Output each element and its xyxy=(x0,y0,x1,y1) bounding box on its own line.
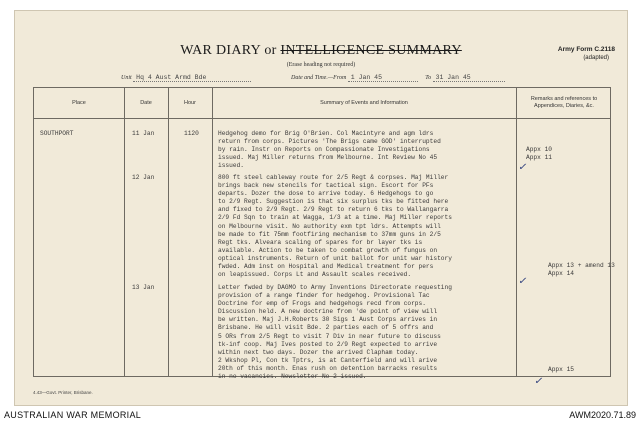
date-from: 1 Jan 45 xyxy=(348,74,418,82)
diary-table xyxy=(33,87,615,387)
handwritten-tick-icon: ✓ xyxy=(518,162,527,173)
unit-label: Unit xyxy=(121,75,132,81)
date-to: 31 Jan 45 xyxy=(433,74,505,82)
entry-text: Hedgehog demo for Brig O'Brien. Col Macintyre and agm ldrs return from corps. Pictures 'The Brigs came GOD' interrupted by rain. Instr on Reports on Compassionate Investigations issued. Maj Miller returns from Melbourne. Int Review No 45 issued. xyxy=(218,130,441,170)
col-date: Date xyxy=(140,99,152,106)
heading-note: (Erase heading not required) xyxy=(286,62,356,68)
col-summary: Summary of Events and Information xyxy=(320,99,408,106)
date-label: Date and Time.—From xyxy=(291,75,347,81)
entry-date: 11 Jan xyxy=(132,130,155,137)
entry-hour: 1120 xyxy=(184,130,199,137)
entry-place: SOUTHPORT xyxy=(40,130,74,137)
entry-text: Letter fwded by DAGMO to Army Inventions Directorate requesting provision of a range finder for hedgehog. Provisional Tac Doctrine for emp of Frogs and hedgehogs recd from corps. Discussion held. A new doctrine from 'de point of view will be written. Maj J.H.Roberts 30 Sigs 1 Aust Corps arrives in Brisbane. He will visit Bde. 2 parties each of 5 offrs and 5 ORs from 2/5 Regt to visit 7 Div in near future to discuss tk-inf coop. Maj Ives posted to 2/9 Regt expected to arrive within next two days. Dozer the arrived Clapham today. 2 Wkshop Pl, Con tk Tptrs, is at Canterfield and will arive 20th of this month. Enas rush on detention barracks results in no vacancies. Newsletter No 2 issued. xyxy=(218,284,452,381)
col-remarks: Remarks and references to Appendices, Diaries, &c. xyxy=(530,96,598,109)
col-place: Place xyxy=(72,99,86,106)
date-field xyxy=(291,74,505,82)
printer-imprint: 4.43—Govt. Printer, Brisbane. xyxy=(33,390,93,395)
col-hour: Hour xyxy=(184,99,196,106)
title-strike: INTELLIGENCE SUMMARY xyxy=(280,43,462,58)
archive-accession-number: AWM2020.71.89 xyxy=(569,410,636,420)
army-form-id xyxy=(558,45,615,63)
handwritten-tick-icon: ✓ xyxy=(518,276,527,287)
title-left: WAR DIARY or xyxy=(180,43,277,58)
entry-remarks: Appx 15 xyxy=(548,366,574,373)
entry-date: 13 Jan xyxy=(132,284,155,291)
unit-value: Hq 4 Aust Armd Bde xyxy=(133,74,251,82)
date-to-label: To xyxy=(425,75,432,81)
army-form-adapted: (adapted) xyxy=(583,55,609,61)
entry-remarks: Appx 13 + amend 13 Appx 14 xyxy=(548,262,615,277)
form-title xyxy=(15,43,627,59)
entry-remarks: Appx 10 Appx 11 xyxy=(526,146,552,161)
entry-text: 800 ft steel cableway route for 2/5 Regt & corpses. Maj Miller brings back new stencils for tactical sign. Escort for PFs departs. Dozer the dose to arrive today. 6 Hedgehogs to go to 2/9 Regt. Suggestion is that six surplus tks be fitted here and fixed to 2/9 Regt. 2/9 Regt to return 6 tks to Wallangarra 2/9 Fd Sqn to train at Wagga, 1/3 at a time. Maj Miller reports on Melbourne visit. No authority exm tpt ldrs. Attempts will be made to fit 75mm footfiring mechanism to 37mm guns in 2/5 Regt tks. Alveara scaling of spares for br layer tks is available. Action to be taken to combat growth of fungus on optical instruments. Return of unit ballot for unit war history fwded. Adm inst on Hospital and Medical treatment for pers on leapissued. Corps Lt and Assault scales received. xyxy=(218,174,452,279)
war-diary-sheet xyxy=(14,10,628,406)
unit-field xyxy=(121,74,251,82)
handwritten-tick-icon: ✓ xyxy=(534,376,543,387)
entry-date: 12 Jan xyxy=(132,174,155,181)
archive-caption: AUSTRALIAN WAR MEMORIAL xyxy=(4,410,142,420)
army-form-number: Army Form C.2118 xyxy=(557,46,615,53)
